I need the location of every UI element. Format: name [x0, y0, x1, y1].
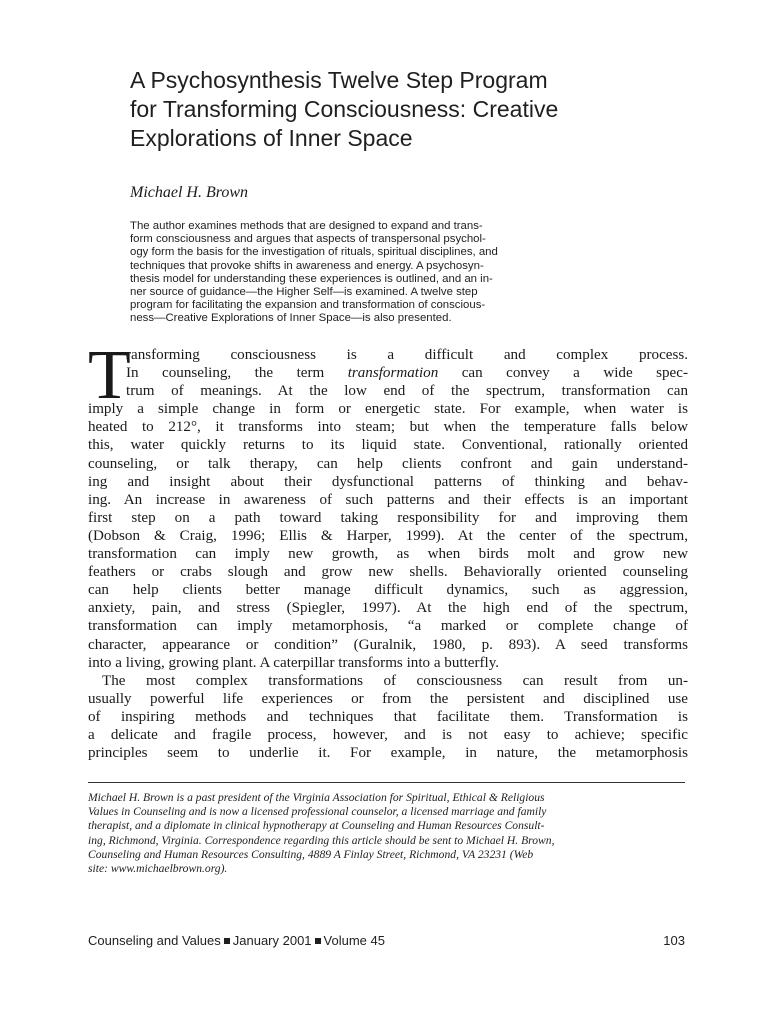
body-line: a delicate and fragile process, however, and is not easy to achieve; specific: [88, 726, 688, 743]
abstract-line: ner source of guidance—the Higher Self—is examined. A twelve step: [130, 286, 478, 299]
body-line: ing and insight about their dysfunctional patterns of thinking and behav-: [88, 473, 688, 490]
footnote-divider: [88, 782, 685, 783]
abstract-line: thesis model for understanding these experiences is outlined, and an in-: [130, 272, 493, 285]
body-line: of inspiring methods and techniques that facilitate them. Transformation is: [88, 708, 688, 725]
square-bullet-icon: [224, 938, 230, 944]
footnote-line: Values in Counseling and is now a licensed professional counselor, a licensed marriage and family: [88, 805, 547, 819]
title-line: A Psychosynthesis Twelve Step Program: [130, 67, 548, 93]
body-line: counseling, or talk therapy, can help clients confront and gain understand-: [88, 455, 688, 472]
body-line: principles seem to underlie it. For example, in nature, the metamorphosis: [88, 745, 688, 762]
body-line: anxiety, pain, and stress (Spiegler, 1997). At the high end of the spectrum,: [88, 600, 688, 617]
footnote-line: Michael H. Brown is a past president of the Virginia Association for Spiritual, Ethical & Religious: [88, 791, 545, 804]
body-line: can help clients better manage difficult dynamics, such as aggression,: [88, 582, 688, 599]
footnote-line: ing, Richmond, Virginia. Correspondence regarding this article should be sent to Michael H. Brown,: [88, 833, 555, 847]
author-name: Michael H. Brown: [130, 184, 249, 201]
abstract-line: program for facilitating the expansion and transformation of conscious-: [130, 299, 486, 312]
article-title: [130, 66, 690, 153]
body-line: character, appearance or condition” (Guralnik, 1980, p. 893). A seed transforms: [88, 636, 688, 653]
footnote-line: Counseling and Human Resources Consulting, 4889 A Finlay Street, Richmond, VA 23231 (Web: [88, 847, 534, 861]
journal-name: Counseling and Values: [88, 933, 221, 948]
abstract-line: form consciousness and argues that aspects of transpersonal psychol-: [130, 233, 486, 246]
page-number: 103: [663, 933, 685, 948]
abstract-line: techniques that provoke shifts in awareness and energy. A psychosyn-: [130, 259, 484, 272]
footnote-line: site: www.michaelbrown.org).: [88, 862, 228, 876]
author-footnote: [88, 791, 688, 876]
body-line: this, water quickly returns to its liquid state. Conventional, rationally oriented: [88, 437, 688, 454]
body-line: The most complex transformations of consciousness can result from un-: [102, 672, 688, 689]
body-line: (Dobson & Craig, 1996; Ellis & Harper, 1999). At the center of the spectrum,: [88, 527, 688, 544]
body-line: ransforming consciousness is a difficult and complex process.: [126, 347, 688, 363]
body-paragraph-1: [88, 337, 688, 672]
article-body: [88, 337, 688, 762]
body-line: ing. An increase in awareness of such patterns and their effects is an important: [88, 491, 688, 508]
body-line: heated to 212°, it transforms into steam; but when the temperature falls below: [88, 419, 688, 436]
drop-cap: T: [88, 337, 131, 414]
journal-citation: [88, 933, 385, 949]
volume-number: Volume 45: [323, 933, 385, 948]
issue-date: January 2001: [232, 933, 312, 948]
body-line: transformation can imply metamorphosis, “a marked or complete change of: [88, 618, 688, 635]
title-line: Explorations of Inner Space: [130, 125, 413, 151]
abstract-line: ogy form the basis for the investigation of rituals, spiritual disciplines, and: [130, 246, 498, 259]
body-line: trum of meanings. At the low end of the spectrum, transformation can: [126, 383, 688, 400]
body-line: into a living, growing plant. A caterpillar transforms into a butterfly.: [88, 654, 500, 671]
body-line: imply a simple change in form or energetic state. For example, when water is: [88, 401, 688, 418]
title-line: for Transforming Consciousness: Creative: [130, 96, 559, 122]
abstract: [130, 220, 685, 326]
body-line: In counseling, the term transformation can convey a wide spec-: [126, 365, 688, 382]
body-line: feathers or crabs slough and grow new shells. Behaviorally oriented counseling: [88, 564, 688, 581]
body-line: transformation can imply new growth, as when birds molt and grow new: [88, 546, 688, 563]
body-line: first step on a path toward taking responsibility for and improving them: [88, 509, 688, 526]
square-bullet-icon: [315, 938, 321, 944]
footnote-line: therapist, and a diplomate in clinical hypnotherapy at Counseling and Human Resources Consult-: [88, 819, 545, 833]
body-line: usually powerful life experiences or from the persistent and disciplined use: [88, 690, 688, 707]
abstract-line: ness—Creative Explorations of Inner Space—is also presented.: [130, 312, 452, 325]
abstract-line: The author examines methods that are designed to expand and trans-: [130, 220, 483, 232]
body-paragraph-2: [88, 672, 688, 762]
